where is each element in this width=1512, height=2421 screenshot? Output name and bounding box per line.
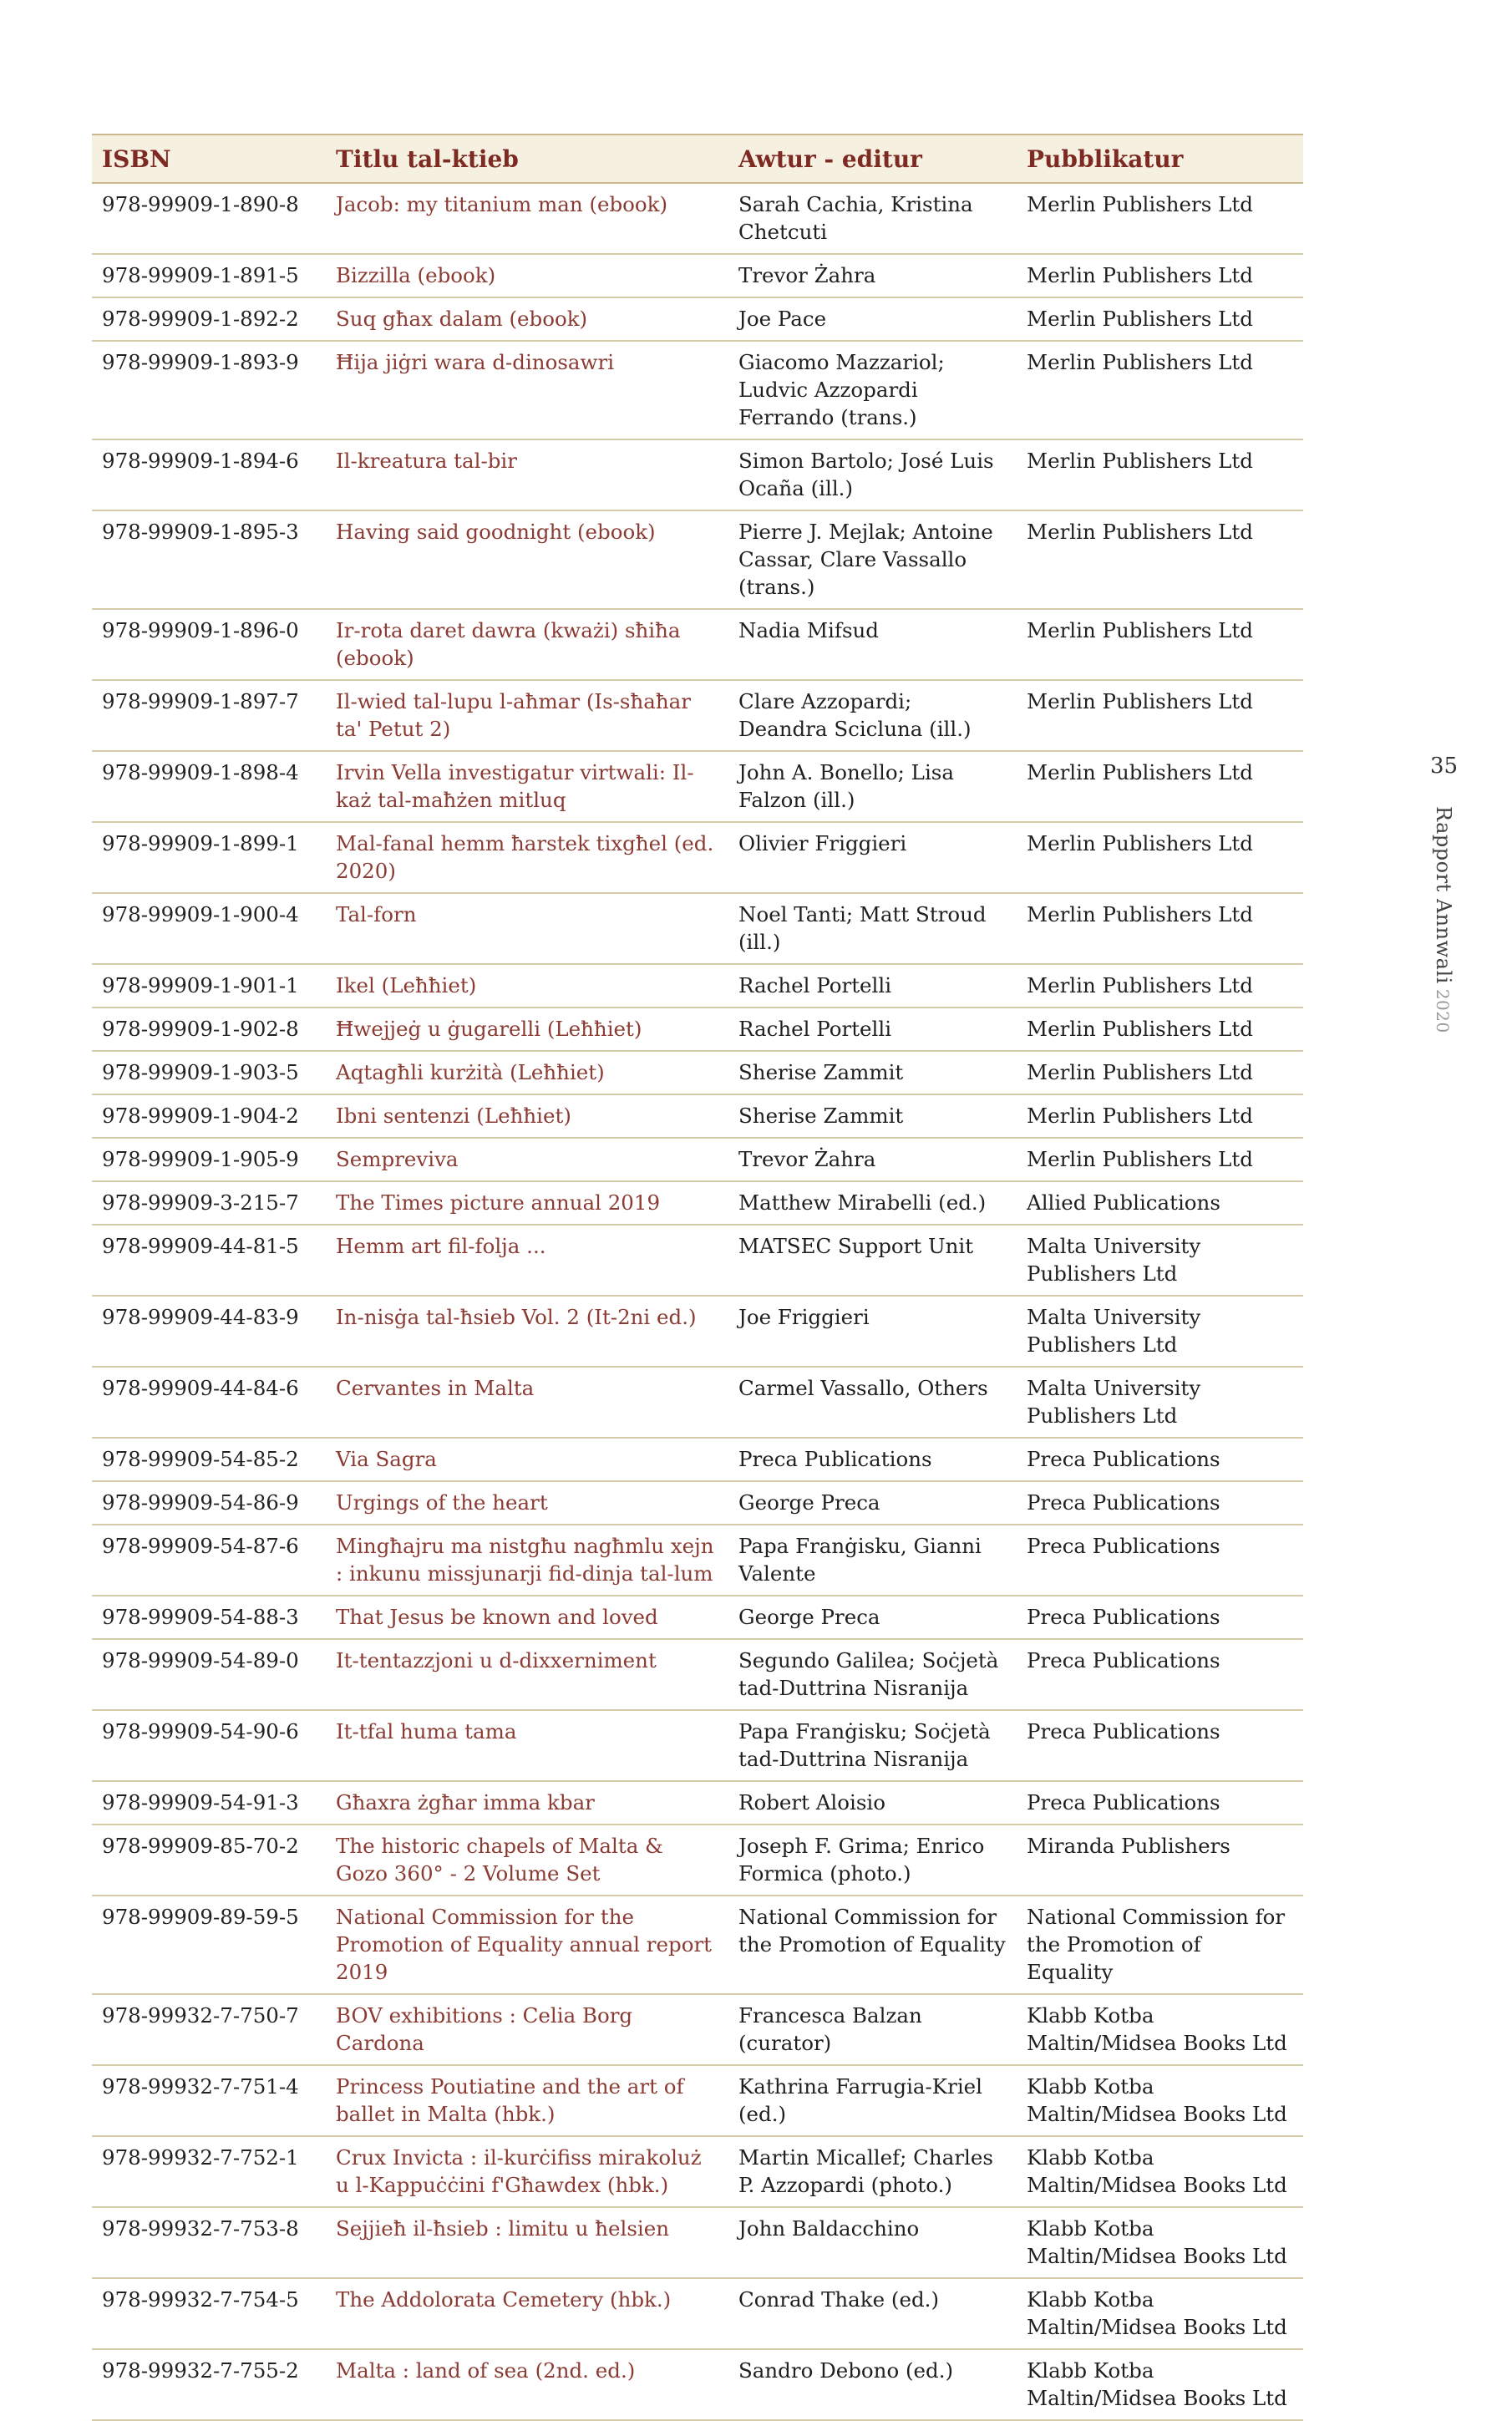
isbn-cell: 978-99909-54-85-2 <box>92 1438 326 1481</box>
publisher-cell: Merlin Publishers Ltd <box>1017 439 1303 510</box>
isbn-cell: 978-99909-1-896-0 <box>92 609 326 680</box>
author-cell: Francesca Balzan (curator) <box>728 1994 1017 2065</box>
isbn-cell: 978-99909-1-893-9 <box>92 341 326 439</box>
author-cell: Sherise Zammit <box>728 1094 1017 1138</box>
author-cell: Joe Pace <box>728 297 1017 341</box>
table-row <box>92 1710 1303 1781</box>
publisher-cell: Preca Publications <box>1017 1438 1303 1481</box>
publisher-cell: Miranda Publishers <box>1017 1825 1303 1896</box>
publisher-cell: Merlin Publishers Ltd <box>1017 822 1303 893</box>
publisher-cell: Preca Publications <box>1017 1710 1303 1781</box>
isbn-cell: 978-99932-7-752-1 <box>92 2136 326 2207</box>
publisher-cell: Merlin Publishers Ltd <box>1017 1094 1303 1138</box>
title-cell: Ħija jiġri wara d-dinosawri <box>326 341 728 439</box>
isbn-cell: 978-99909-1-890-8 <box>92 183 326 254</box>
table-row <box>92 2349 1303 2420</box>
title-cell: Princess Poutiatine and the art of ballet in Malta (hbk.) <box>326 2065 728 2136</box>
isbn-cell: 978-99909-1-895-3 <box>92 510 326 609</box>
author-cell: Carmel Vassallo, Others <box>728 1367 1017 1438</box>
publisher-cell: Merlin Publishers Ltd <box>1017 1138 1303 1181</box>
title-cell: Mingħajru ma nistgħu nagħmlu xejn : inkunu missjunarji fid-dinja tal-lum <box>326 1525 728 1596</box>
table-row <box>92 1994 1303 2065</box>
isbn-cell: 978-99909-1-894-6 <box>92 439 326 510</box>
author-cell: Trevor Żahra <box>728 1138 1017 1181</box>
title-cell: Ikel (Leħħiet) <box>326 964 728 1007</box>
author-cell: Simon Bartolo; José Luis Ocaña (ill.) <box>728 439 1017 510</box>
table-row <box>92 1825 1303 1896</box>
title-cell: Bizzilla (ebook) <box>326 254 728 297</box>
table-row <box>92 893 1303 964</box>
publisher-cell: Merlin Publishers Ltd <box>1017 297 1303 341</box>
author-cell: Rachel Portelli <box>728 964 1017 1007</box>
isbn-cell: 978-99909-1-901-1 <box>92 964 326 1007</box>
title-cell: Il-wied tal-lupu l-aħmar (Is-sħaħar ta' Petut 2) <box>326 680 728 751</box>
publisher-cell: Merlin Publishers Ltd <box>1017 341 1303 439</box>
author-cell: Conrad Thake (ed.) <box>728 2278 1017 2349</box>
page-number: 35 <box>1430 754 1459 779</box>
isbn-cell: 978-99909-85-70-2 <box>92 1825 326 1896</box>
isbn-table <box>92 134 1303 2421</box>
title-cell: Urgings of the heart <box>326 1481 728 1525</box>
author-cell: MATSEC Support Unit <box>728 1225 1017 1296</box>
isbn-cell: 978-99909-89-59-5 <box>92 1896 326 1994</box>
publisher-cell: Preca Publications <box>1017 1481 1303 1525</box>
table-row <box>92 1525 1303 1596</box>
isbn-cell: 978-99909-44-81-5 <box>92 1225 326 1296</box>
title-cell: Sejjieħ il-ħsieb : limitu u ħelsien <box>326 2207 728 2278</box>
publisher-cell: Merlin Publishers Ltd <box>1017 609 1303 680</box>
author-cell: National Commission for the Promotion of Equality <box>728 1896 1017 1994</box>
publisher-cell: Merlin Publishers Ltd <box>1017 254 1303 297</box>
publisher-cell: Klabb Kotba Maltin/Midsea Books Ltd <box>1017 2349 1303 2420</box>
title-cell: Sempreviva <box>326 1138 728 1181</box>
table-row <box>92 183 1303 254</box>
header-publisher: Pubblikatur <box>1017 134 1303 183</box>
title-cell: The Times picture annual 2019 <box>326 1181 728 1225</box>
title-cell: Mal-fanal hemm ħarstek tixgħel (ed. 2020) <box>326 822 728 893</box>
title-cell: It-tfal huma tama <box>326 1710 728 1781</box>
publisher-cell: Klabb Kotba Maltin/Midsea Books Ltd <box>1017 2065 1303 2136</box>
table-row <box>92 1225 1303 1296</box>
isbn-cell: 978-99909-1-902-8 <box>92 1007 326 1051</box>
isbn-cell: 978-99909-1-900-4 <box>92 893 326 964</box>
publisher-cell: Merlin Publishers Ltd <box>1017 893 1303 964</box>
isbn-cell: 978-99932-7-750-7 <box>92 1994 326 2065</box>
publisher-cell: Klabb Kotba Maltin/Midsea Books Ltd <box>1017 2278 1303 2349</box>
isbn-cell: 978-99909-1-903-5 <box>92 1051 326 1094</box>
table-row <box>92 2136 1303 2207</box>
author-cell: Robert Aloisio <box>728 1781 1017 1825</box>
isbn-cell: 978-99932-7-753-8 <box>92 2207 326 2278</box>
author-cell: Clare Azzopardi; Deandra Scicluna (ill.) <box>728 680 1017 751</box>
title-cell: Ibni sentenzi (Leħħiet) <box>326 1094 728 1138</box>
title-cell: Having said goodnight (ebook) <box>326 510 728 609</box>
publisher-cell: Merlin Publishers Ltd <box>1017 1051 1303 1094</box>
title-cell: Cervantes in Malta <box>326 1367 728 1438</box>
title-cell: Tal-forn <box>326 893 728 964</box>
table-row <box>92 964 1303 1007</box>
author-cell: Martin Micallef; Charles P. Azzopardi (photo.) <box>728 2136 1017 2207</box>
title-cell: Aqtagħli kurżità (Leħħiet) <box>326 1051 728 1094</box>
title-cell: That Jesus be known and loved <box>326 1596 728 1639</box>
title-cell: Crux Invicta : il-kurċifiss mirakoluż u l-Kappuċċini f'Għawdex (hbk.) <box>326 2136 728 2207</box>
author-cell: John Baldacchino <box>728 2207 1017 2278</box>
author-cell: Sherise Zammit <box>728 1051 1017 1094</box>
table-header <box>92 134 1303 183</box>
isbn-cell: 978-99932-7-755-2 <box>92 2349 326 2420</box>
table-row <box>92 1051 1303 1094</box>
publisher-cell: Klabb Kotba Maltin/Midsea Books Ltd <box>1017 1994 1303 2065</box>
publisher-cell: Merlin Publishers Ltd <box>1017 751 1303 822</box>
table-body <box>92 183 1303 2420</box>
table-row <box>92 1138 1303 1181</box>
title-cell: Suq għax dalam (ebook) <box>326 297 728 341</box>
author-cell: Giacomo Mazzariol; Ludvic Azzopardi Ferrando (trans.) <box>728 341 1017 439</box>
publisher-cell: Merlin Publishers Ltd <box>1017 510 1303 609</box>
table-row <box>92 2065 1303 2136</box>
publisher-cell: Malta University Publishers Ltd <box>1017 1225 1303 1296</box>
publisher-cell: Klabb Kotba Maltin/Midsea Books Ltd <box>1017 2136 1303 2207</box>
table-row <box>92 1781 1303 1825</box>
table-row <box>92 1639 1303 1710</box>
author-cell: Sandro Debono (ed.) <box>728 2349 1017 2420</box>
author-cell: Rachel Portelli <box>728 1007 1017 1051</box>
table-row <box>92 1007 1303 1051</box>
isbn-cell: 978-99932-7-751-4 <box>92 2065 326 2136</box>
publisher-cell: Merlin Publishers Ltd <box>1017 680 1303 751</box>
author-cell: John A. Bonello; Lisa Falzon (ill.) <box>728 751 1017 822</box>
isbn-cell: 978-99909-54-89-0 <box>92 1639 326 1710</box>
table-row <box>92 2207 1303 2278</box>
author-cell: Olivier Friggieri <box>728 822 1017 893</box>
title-cell: Il-kreatura tal-bir <box>326 439 728 510</box>
publisher-cell: Preca Publications <box>1017 1639 1303 1710</box>
header-isbn: ISBN <box>92 134 326 183</box>
isbn-table-container <box>92 134 1303 2421</box>
header-title: Titlu tal-ktieb <box>326 134 728 183</box>
table-row <box>92 1296 1303 1367</box>
publisher-cell: Klabb Kotba Maltin/Midsea Books Ltd <box>1017 2207 1303 2278</box>
author-cell: Papa Franġisku, Gianni Valente <box>728 1525 1017 1596</box>
author-cell: Trevor Żahra <box>728 254 1017 297</box>
title-cell: BOV exhibitions : Celia Borg Cardona <box>326 1994 728 2065</box>
isbn-cell: 978-99909-54-86-9 <box>92 1481 326 1525</box>
author-cell: Noel Tanti; Matt Stroud (ill.) <box>728 893 1017 964</box>
table-row <box>92 1367 1303 1438</box>
publisher-cell: Malta University Publishers Ltd <box>1017 1296 1303 1367</box>
title-cell: In-nisġa tal-ħsieb Vol. 2 (It-2ni ed.) <box>326 1296 728 1367</box>
isbn-cell: 978-99909-44-83-9 <box>92 1296 326 1367</box>
isbn-cell: 978-99909-54-90-6 <box>92 1710 326 1781</box>
table-row <box>92 609 1303 680</box>
author-cell: Kathrina Farrugia-Kriel (ed.) <box>728 2065 1017 2136</box>
publisher-cell: Merlin Publishers Ltd <box>1017 964 1303 1007</box>
table-row <box>92 439 1303 510</box>
table-row <box>92 510 1303 609</box>
publisher-cell: Preca Publications <box>1017 1596 1303 1639</box>
publisher-cell: Merlin Publishers Ltd <box>1017 183 1303 254</box>
isbn-cell: 978-99909-54-88-3 <box>92 1596 326 1639</box>
author-cell: Segundo Galilea; Soċjetà tad-Duttrina Nisranija <box>728 1639 1017 1710</box>
author-cell: George Preca <box>728 1481 1017 1525</box>
publisher-cell: National Commission for the Promotion of Equality <box>1017 1896 1303 1994</box>
table-row <box>92 1896 1303 1994</box>
isbn-cell: 978-99909-1-904-2 <box>92 1094 326 1138</box>
author-cell: Nadia Mifsud <box>728 609 1017 680</box>
table-row <box>92 1596 1303 1639</box>
table-row <box>92 341 1303 439</box>
isbn-cell: 978-99909-3-215-7 <box>92 1181 326 1225</box>
running-title <box>1432 806 1455 1033</box>
author-cell: George Preca <box>728 1596 1017 1639</box>
table-row <box>92 254 1303 297</box>
title-cell: Via Sagra <box>326 1438 728 1481</box>
table-row <box>92 2278 1303 2349</box>
isbn-cell: 978-99909-1-891-5 <box>92 254 326 297</box>
author-cell: Matthew Mirabelli (ed.) <box>728 1181 1017 1225</box>
isbn-cell: 978-99909-54-87-6 <box>92 1525 326 1596</box>
title-cell: The Addolorata Cemetery (hbk.) <box>326 2278 728 2349</box>
table-row <box>92 751 1303 822</box>
author-cell: Sarah Cachia, Kristina Chetcuti <box>728 183 1017 254</box>
author-cell: Joseph F. Grima; Enrico Formica (photo.) <box>728 1825 1017 1896</box>
running-title-year: 2020 <box>1433 988 1453 1033</box>
title-cell: Irvin Vella investigatur virtwali: Il-każ tal-maħżen mitluq <box>326 751 728 822</box>
table-row <box>92 680 1303 751</box>
title-cell: Jacob: my titanium man (ebook) <box>326 183 728 254</box>
author-cell: Preca Publications <box>728 1438 1017 1481</box>
table-row <box>92 822 1303 893</box>
title-cell: Hemm art fil-folja ... <box>326 1225 728 1296</box>
title-cell: Ir-rota daret dawra (kważi) sħiħa (ebook) <box>326 609 728 680</box>
isbn-cell: 978-99909-54-91-3 <box>92 1781 326 1825</box>
title-cell: Ħwejjeġ u ġugarelli (Leħħiet) <box>326 1007 728 1051</box>
running-title-text: Rapport Annwali <box>1432 806 1455 984</box>
title-cell: Għaxra żgħar imma kbar <box>326 1781 728 1825</box>
title-cell: National Commission for the Promotion of Equality annual report 2019 <box>326 1896 728 1994</box>
table-row <box>92 1094 1303 1138</box>
table-row <box>92 297 1303 341</box>
isbn-cell: 978-99909-44-84-6 <box>92 1367 326 1438</box>
publisher-cell: Preca Publications <box>1017 1525 1303 1596</box>
publisher-cell: Allied Publications <box>1017 1181 1303 1225</box>
table-row <box>92 1438 1303 1481</box>
isbn-cell: 978-99909-1-897-7 <box>92 680 326 751</box>
publisher-cell: Preca Publications <box>1017 1781 1303 1825</box>
isbn-cell: 978-99909-1-899-1 <box>92 822 326 893</box>
table-row <box>92 1481 1303 1525</box>
author-cell: Papa Franġisku; Soċjetà tad-Duttrina Nisranija <box>728 1710 1017 1781</box>
isbn-cell: 978-99909-1-892-2 <box>92 297 326 341</box>
title-cell: Malta : land of sea (2nd. ed.) <box>326 2349 728 2420</box>
isbn-cell: 978-99932-7-754-5 <box>92 2278 326 2349</box>
isbn-cell: 978-99909-1-898-4 <box>92 751 326 822</box>
header-author: Awtur - editur <box>728 134 1017 183</box>
header-row <box>92 134 1303 183</box>
author-cell: Pierre J. Mejlak; Antoine Cassar, Clare Vassallo (trans.) <box>728 510 1017 609</box>
publisher-cell: Malta University Publishers Ltd <box>1017 1367 1303 1438</box>
table-row <box>92 1181 1303 1225</box>
publisher-cell: Merlin Publishers Ltd <box>1017 1007 1303 1051</box>
title-cell: The historic chapels of Malta & Gozo 360° - 2 Volume Set <box>326 1825 728 1896</box>
isbn-cell: 978-99909-1-905-9 <box>92 1138 326 1181</box>
author-cell: Joe Friggieri <box>728 1296 1017 1367</box>
title-cell: It-tentazzjoni u d-dixxerniment <box>326 1639 728 1710</box>
